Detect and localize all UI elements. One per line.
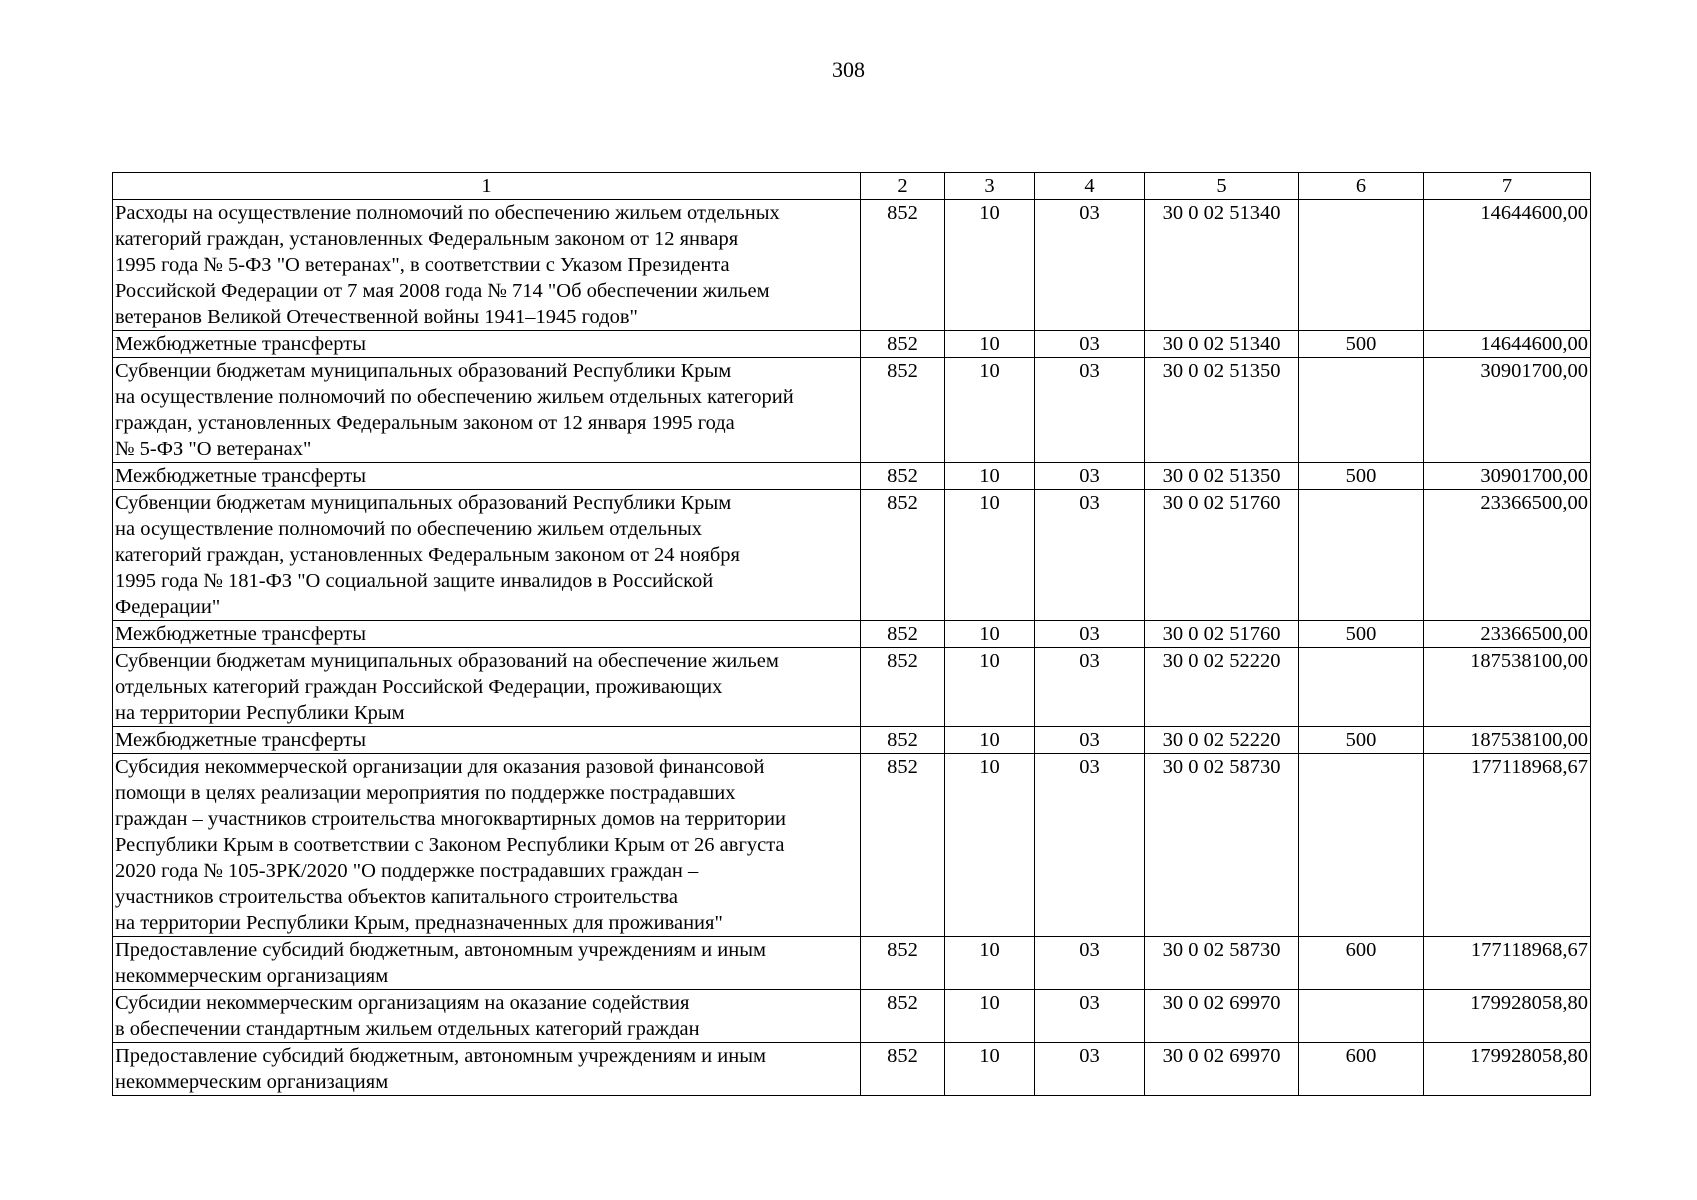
table-row [113,1043,1591,1096]
row-description [113,331,861,358]
ministry-code: 852 [861,358,945,463]
expense-type-code: 500 [1299,463,1424,490]
table-row [113,200,1591,331]
description-line: на территории Республики Крым, предназначенных для проживания" [115,912,723,934]
description-line: Расходы на осуществление полномочий по обеспечению жильем отдельных [115,202,780,224]
ministry-code: 852 [861,1043,945,1096]
ministry-code: 852 [861,200,945,331]
target-article-code: 30 0 02 51350 [1145,358,1299,463]
column-header: 1 [113,173,861,200]
ministry-code: 852 [861,463,945,490]
ministry-code: 852 [861,331,945,358]
subsection-code: 03 [1035,648,1145,727]
description-line: 1995 года № 181-ФЗ "О социальной защите инвалидов в Российской [115,570,714,592]
description-line: Республики Крым в соответствии с Законом Республики Крым от 26 августа [115,834,785,856]
subsection-code: 03 [1035,937,1145,990]
subsection-code: 03 [1035,200,1145,331]
description-line: Субвенции бюджетам муниципальных образований на обеспечение жильем [115,650,779,672]
subsection-code: 03 [1035,990,1145,1043]
target-article-code: 30 0 02 51760 [1145,490,1299,621]
description-line: Предоставление субсидий бюджетным, автономным учреждениям и иным [115,1045,766,1067]
description-line: граждан, установленных Федеральным законом от 12 января 1995 года [115,412,735,434]
row-description [113,621,861,648]
table-row [113,331,1591,358]
row-description [113,990,861,1043]
section-code: 10 [945,754,1035,937]
expense-type-code [1299,754,1424,937]
ministry-code: 852 [861,754,945,937]
section-code: 10 [945,648,1035,727]
table-row [113,990,1591,1043]
section-code: 10 [945,200,1035,331]
table-row [113,358,1591,463]
table-row [113,463,1591,490]
description-line: 2020 года № 105-ЗРК/2020 "О поддержке пострадавших граждан – [115,860,699,882]
expense-type-code: 500 [1299,727,1424,754]
amount: 187538100,00 [1424,648,1591,727]
section-code: 10 [945,331,1035,358]
amount: 30901700,00 [1424,358,1591,463]
target-article-code: 30 0 02 51760 [1145,621,1299,648]
amount: 179928058,80 [1424,990,1591,1043]
expense-type-code: 600 [1299,1043,1424,1096]
expense-type-code [1299,358,1424,463]
amount: 177118968,67 [1424,754,1591,937]
section-code: 10 [945,727,1035,754]
ministry-code: 852 [861,990,945,1043]
section-code: 10 [945,463,1035,490]
expense-type-code [1299,200,1424,331]
description-line: Федерации" [115,596,221,618]
section-code: 10 [945,490,1035,621]
subsection-code: 03 [1035,621,1145,648]
row-description [113,490,861,621]
amount: 14644600,00 [1424,331,1591,358]
expense-type-code: 600 [1299,937,1424,990]
amount: 23366500,00 [1424,621,1591,648]
subsection-code: 03 [1035,463,1145,490]
subsection-code: 03 [1035,331,1145,358]
expense-type-code [1299,648,1424,727]
section-code: 10 [945,1043,1035,1096]
row-description [113,727,861,754]
description-line: отдельных категорий граждан Российской Федерации, проживающих [115,676,723,698]
expense-type-code: 500 [1299,331,1424,358]
description-line: Предоставление субсидий бюджетным, автономным учреждениям и иным [115,939,766,961]
target-article-code: 30 0 02 52220 [1145,648,1299,727]
column-header: 5 [1145,173,1299,200]
column-header: 2 [861,173,945,200]
description-line: на осуществление полномочий по обеспечению жильем отдельных категорий [115,386,794,408]
description-line: на осуществление полномочий по обеспечению жильем отдельных [115,518,702,540]
amount: 14644600,00 [1424,200,1591,331]
subsection-code: 03 [1035,727,1145,754]
subsection-code: 03 [1035,1043,1145,1096]
row-description [113,200,861,331]
expense-type-code: 500 [1299,621,1424,648]
column-header: 7 [1424,173,1591,200]
description-line: Субвенции бюджетам муниципальных образований Республики Крым [115,360,732,382]
description-line: участников строительства объектов капитального строительства [115,886,678,908]
ministry-code: 852 [861,621,945,648]
row-description [113,358,861,463]
section-code: 10 [945,621,1035,648]
table-row [113,648,1591,727]
amount: 30901700,00 [1424,463,1591,490]
target-article-code: 30 0 02 58730 [1145,754,1299,937]
description-line: Субвенции бюджетам муниципальных образований Республики Крым [115,492,732,514]
description-line: Межбюджетные трансферты [115,729,366,751]
ministry-code: 852 [861,937,945,990]
description-line: в обеспечении стандартным жильем отдельных категорий граждан [115,1018,700,1040]
ministry-code: 852 [861,648,945,727]
description-line: Межбюджетные трансферты [115,465,366,487]
row-description [113,937,861,990]
description-line: на территории Республики Крым [115,702,405,724]
description-line: некоммерческим организациям [115,1071,389,1093]
description-line: ветеранов Великой Отечественной войны 1941–1945 годов" [115,306,638,328]
ministry-code: 852 [861,727,945,754]
subsection-code: 03 [1035,754,1145,937]
amount: 187538100,00 [1424,727,1591,754]
header-row [113,173,1591,200]
section-code: 10 [945,358,1035,463]
target-article-code: 30 0 02 69970 [1145,990,1299,1043]
row-description [113,1043,861,1096]
page-number: 308 [832,57,865,82]
target-article-code: 30 0 02 58730 [1145,937,1299,990]
table-row [113,937,1591,990]
description-line: Субсидии некоммерческим организациям на оказание содействия [115,992,690,1014]
row-description [113,648,861,727]
section-code: 10 [945,937,1035,990]
subsection-code: 03 [1035,358,1145,463]
target-article-code: 30 0 02 69970 [1145,1043,1299,1096]
column-header: 4 [1035,173,1145,200]
table-row [113,727,1591,754]
expense-type-code [1299,490,1424,621]
row-description [113,754,861,937]
description-line: Субсидия некоммерческой организации для оказания разовой финансовой [115,756,765,778]
description-line: Российской Федерации от 7 мая 2008 года № 714 "Об обеспечении жильем [115,280,770,302]
description-line: помощи в целях реализации мероприятия по поддержке пострадавших [115,782,736,804]
description-line: Межбюджетные трансферты [115,623,366,645]
subsection-code: 03 [1035,490,1145,621]
expense-type-code [1299,990,1424,1043]
table-row [113,754,1591,937]
description-line: граждан – участников строительства многоквартирных домов на территории [115,808,786,830]
row-description [113,463,861,490]
description-line: категорий граждан, установленных Федеральным законом от 24 ноября [115,544,740,566]
ministry-code: 852 [861,490,945,621]
table-row [113,490,1591,621]
description-line: № 5-ФЗ "О ветеранах" [115,438,312,460]
amount: 177118968,67 [1424,937,1591,990]
table-row [113,621,1591,648]
description-line: категорий граждан, установленных Федеральным законом от 12 января [115,228,739,250]
description-line: 1995 года № 5-ФЗ "О ветеранах", в соответствии с Указом Президента [115,254,730,276]
target-article-code: 30 0 02 52220 [1145,727,1299,754]
target-article-code: 30 0 02 51350 [1145,463,1299,490]
target-article-code: 30 0 02 51340 [1145,200,1299,331]
section-code: 10 [945,990,1035,1043]
description-line: некоммерческим организациям [115,965,389,987]
column-header: 3 [945,173,1035,200]
amount: 23366500,00 [1424,490,1591,621]
column-header: 6 [1299,173,1424,200]
budget-table [112,172,1591,1096]
target-article-code: 30 0 02 51340 [1145,331,1299,358]
amount: 179928058,80 [1424,1043,1591,1096]
description-line: Межбюджетные трансферты [115,333,366,355]
